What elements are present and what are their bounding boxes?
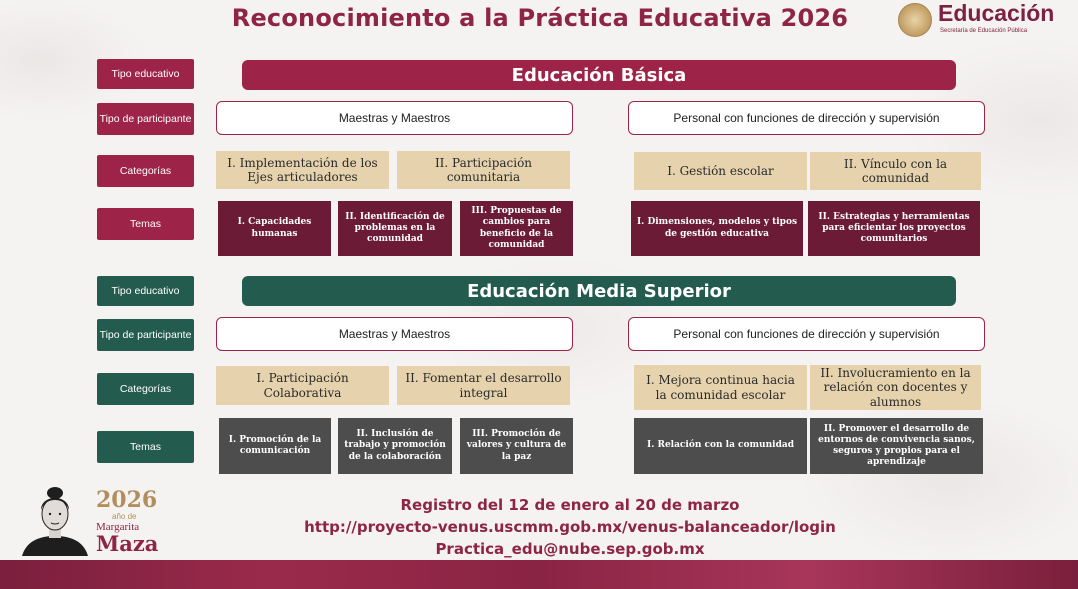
sep-logo-title: Educación [938,0,1055,26]
registro-text: Registro del 12 de enero al 20 de marzo [400,496,740,514]
tema-media-3: III. Promoción de valores y cultura de la paz [460,418,573,474]
tema-basica-3: III. Propuestas de cambios para beneficio de la comunidad [460,201,573,256]
categoria-media-1: I. Participación Colaborativa [216,366,389,405]
year-logo-lastname: Maza [96,531,159,556]
label-temas-basica: Temas [97,208,194,240]
participante-basica-directivos: Personal con funciones de dirección y supervisión [628,101,985,135]
tema-media-1: I. Promoción de la comunicación [219,418,331,474]
decorative-footer-band [0,560,1078,589]
categoria-basica-3: I. Gestión escolar [634,152,807,190]
label-tipo-participante-basica: Tipo de participante [97,103,194,135]
participante-media-maestros: Maestras y Maestros [216,317,573,351]
year-logo-number: 2026 [96,487,158,513]
section-title-basica: Educación Básica [242,60,956,90]
tema-media-2: II. Inclusión de trabajo y promoción de la colaboración [338,418,452,474]
label-temas-media: Temas [97,431,194,463]
participante-basica-maestros: Maestras y Maestros [216,101,573,135]
tema-basica-5: II. Estrategias y herramientas para eficientar los proyectos comunitarios [808,201,980,256]
sep-logo-subtitle: Secretaría de Educación Pública [940,28,1028,34]
categoria-media-4: II. Involucramiento en la relación con docentes y alumnos [810,365,981,410]
tema-media-5: II. Promover el desarrollo de entornos de convivencia sanos, seguros y propios para el aprendizaje [810,418,983,474]
registro-url-link[interactable]: http://proyecto-venus.uscmm.gob.mx/venus-balanceador/login [304,518,836,536]
year-logo-name: Margarita [96,521,140,533]
margarita-maza-portrait-icon [20,484,90,556]
tema-basica-2: II. Identificación de problemas en la comunidad [338,201,452,256]
categoria-media-2: II. Fomentar el desarrollo integral [397,366,570,405]
tema-basica-1: I. Capacidades humanas [218,201,331,256]
categoria-media-3: I. Mejora continua hacia la comunidad escolar [634,365,807,410]
tema-basica-4: I. Dimensiones, modelos y tipos de gestión educativa [631,201,803,256]
categoria-basica-1: I. Implementación de los Ejes articuladores [216,151,389,189]
categoria-basica-2: II. Participación comunitaria [397,151,570,189]
section-title-media: Educación Media Superior [242,276,956,306]
label-tipo-educativo-basica: Tipo educativo [97,59,194,89]
page-title: Reconocimiento a la Práctica Educativa 2026 [231,4,849,32]
year-logo-anio: año de [112,512,137,521]
label-tipo-participante-media: Tipo de participante [97,319,194,351]
label-tipo-educativo-media: Tipo educativo [97,276,194,306]
sep-seal-icon [898,3,932,37]
label-categorias-basica: Categorías [97,155,194,187]
tema-media-4: I. Relación con la comunidad [634,418,807,474]
label-categorias-media: Categorías [97,373,194,405]
categoria-basica-4: II. Vínculo con la comunidad [810,152,981,190]
participante-media-directivos: Personal con funciones de dirección y supervisión [628,317,985,351]
registro-email-link[interactable]: Practica_edu@nube.sep.gob.mx [435,540,705,558]
